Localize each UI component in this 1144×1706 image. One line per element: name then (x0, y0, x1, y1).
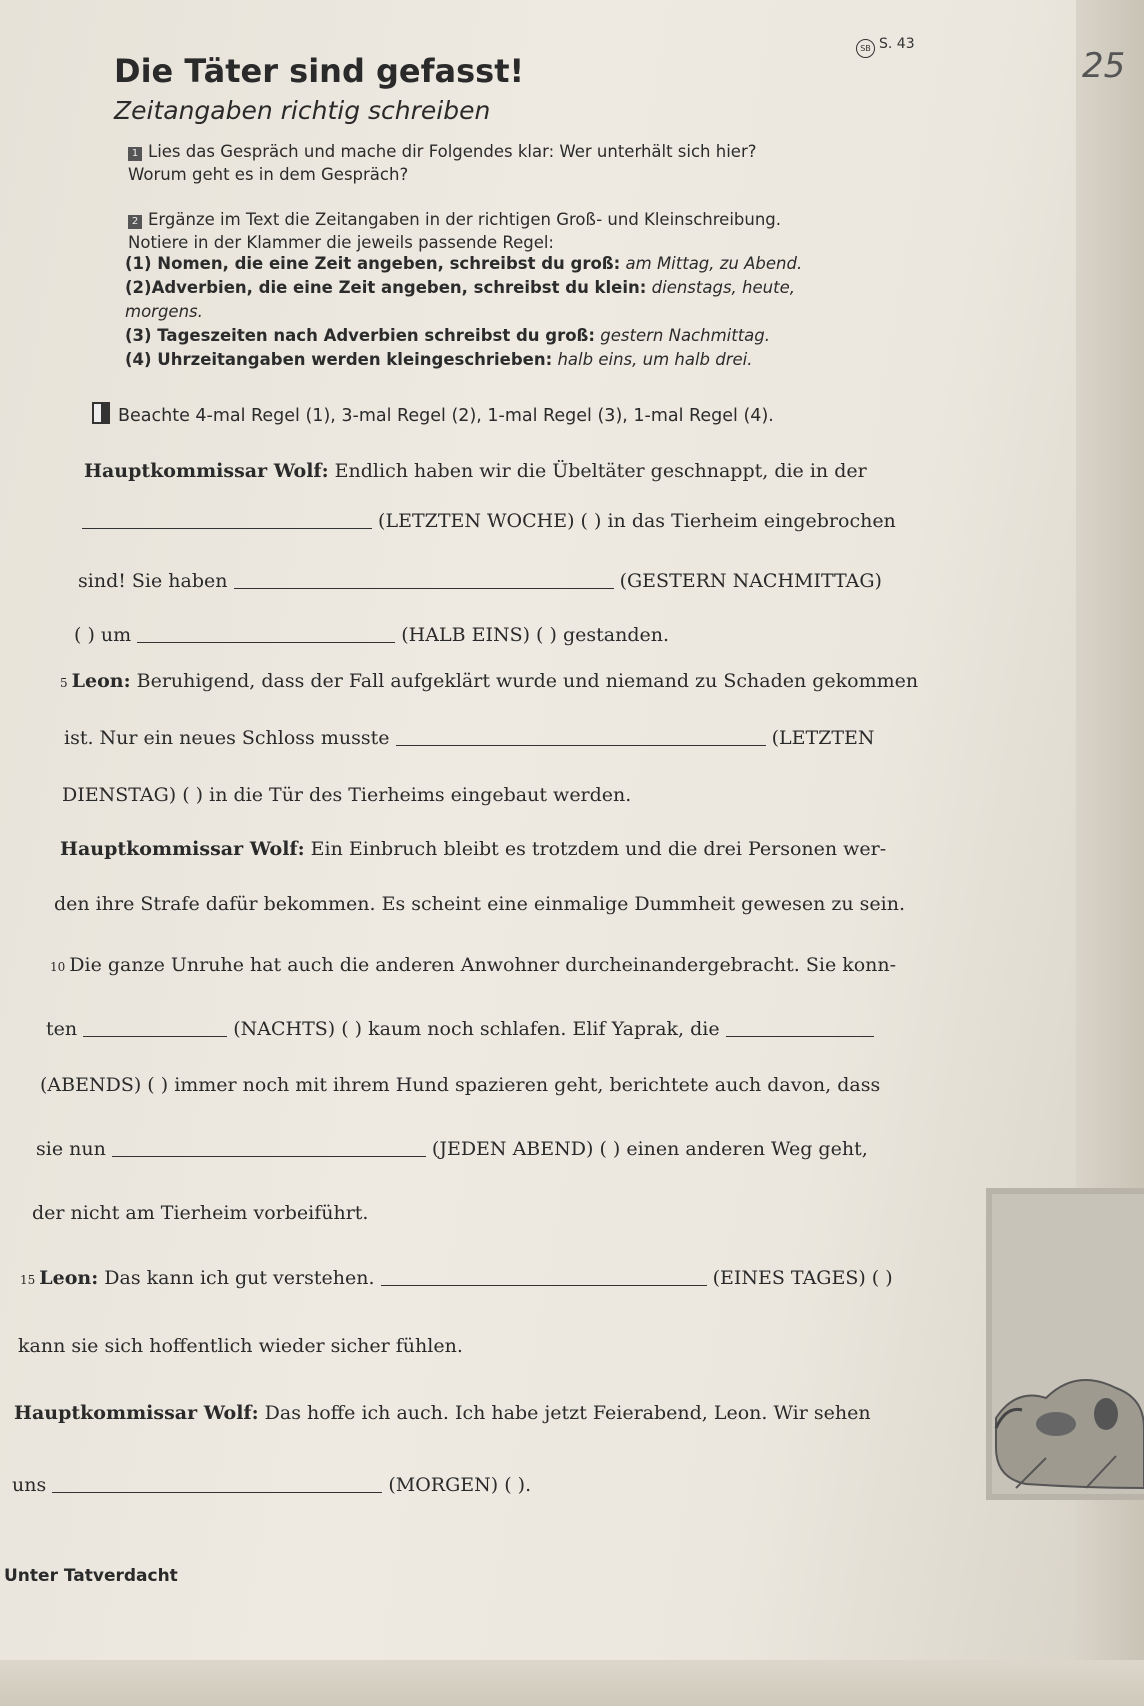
sb-icon: SB (856, 39, 875, 58)
blank-9[interactable] (52, 1476, 382, 1493)
page-reference: SB S. 43 (856, 36, 915, 58)
task-2: 2 Ergänze im Text die Zeitangaben in der richtigen Groß- und Kleinschreibung. Notiere in der Klammer die jeweils passende Regel: (128, 210, 782, 252)
hint: Beachte 4-mal Regel (1), 3-mal Regel (2), 1-mal Regel (3), 1-mal Regel (4). (92, 402, 774, 426)
text-line-7: DIENSTAG) ( ) in die Tür des Tierheims eingebaut werden. (62, 784, 632, 806)
desk-surface (0, 1660, 1144, 1706)
handwritten-page-number: 25 (1082, 46, 1126, 86)
rule-2-continued: morgens. (125, 302, 203, 321)
page-subtitle: Zeitangaben richtig schreiben (114, 96, 491, 125)
text-line-4: ( ) um (HALB EINS) ( ) gestanden. (74, 624, 670, 646)
blank-4[interactable] (396, 729, 766, 746)
footer-label: Unter Tatverdacht (4, 1566, 178, 1586)
page-title: Die Täter sind gefasst! (114, 52, 525, 90)
text-line-11: ten (NACHTS) ( ) kaum noch schlafen. Elif Yaprak, die (46, 1018, 874, 1040)
task-number-2: 2 (128, 215, 142, 229)
task-number-1: 1 (128, 147, 142, 161)
blank-5[interactable] (83, 1020, 227, 1037)
blank-8[interactable] (381, 1269, 707, 1286)
hint-icon (92, 402, 110, 424)
blank-1[interactable] (82, 512, 372, 529)
text-line-9: den ihre Strafe dafür bekommen. Es scheint eine einmalige Dummheit gewesen zu sein. (54, 893, 905, 915)
rule-2: (2)Adverbien, die eine Zeit angeben, schreibst du klein: dienstags, heute, (125, 278, 795, 297)
blank-6[interactable] (726, 1020, 874, 1037)
text-line-13: sie nun (JEDEN ABEND) ( ) einen anderen Weg geht, (36, 1138, 868, 1160)
text-line-2: (LETZTEN WOCHE) ( ) in das Tierheim eingebrochen (82, 510, 896, 532)
text-line-17: Hauptkommissar Wolf: Das hoffe ich auch. Ich habe jetzt Feierabend, Leon. Wir sehen (14, 1402, 871, 1424)
rule-3: (3) Tageszeiten nach Adverbien schreibst du groß: gestern Nachmittag. (125, 326, 771, 345)
text-line-12: (ABENDS) ( ) immer noch mit ihrem Hund spazieren geht, berichtete auch davon, dass (40, 1074, 881, 1096)
rule-4: (4) Uhrzeitangaben werden kleingeschrieben: halb eins, um halb drei. (125, 350, 753, 369)
text-line-6: ist. Nur ein neues Schloss musste (LETZTEN (64, 727, 875, 749)
text-line-5: 5 Leon: Beruhigend, dass der Fall aufgeklärt wurde und niemand zu Schaden gekommen (60, 670, 919, 692)
rule-1: (1) Nomen, die eine Zeit angeben, schreibst du groß: am Mittag, zu Abend. (125, 254, 803, 273)
text-line-18: uns (MORGEN) ( ). (12, 1474, 532, 1496)
blank-7[interactable] (112, 1140, 426, 1157)
text-line-8: Hauptkommissar Wolf: Ein Einbruch bleibt es trotzdem und die drei Personen wer- (60, 838, 887, 860)
blank-2[interactable] (234, 572, 614, 589)
text-line-10: 10 Die ganze Unruhe hat auch die anderen Anwohner durcheinandergebracht. Sie konn- (50, 954, 897, 976)
text-line-14: der nicht am Tierheim vorbeiführt. (32, 1202, 369, 1224)
blank-3[interactable] (137, 626, 395, 643)
text-line-15: 15 Leon: Das kann ich gut verstehen. (EINES TAGES) ( ) (20, 1267, 893, 1289)
dog-illustration (986, 1188, 1144, 1500)
text-line-16: kann sie sich hoffentlich wieder sicher fühlen. (18, 1335, 463, 1357)
text-line-3: sind! Sie haben (GESTERN NACHMITTAG) (78, 570, 882, 592)
text-line-1: Hauptkommissar Wolf: Endlich haben wir die Übeltäter geschnappt, die in der (84, 460, 867, 482)
task-1: 1 Lies das Gespräch und mache dir Folgendes klar: Wer unterhält sich hier? Worum geht es in dem Gespräch? (128, 142, 757, 184)
